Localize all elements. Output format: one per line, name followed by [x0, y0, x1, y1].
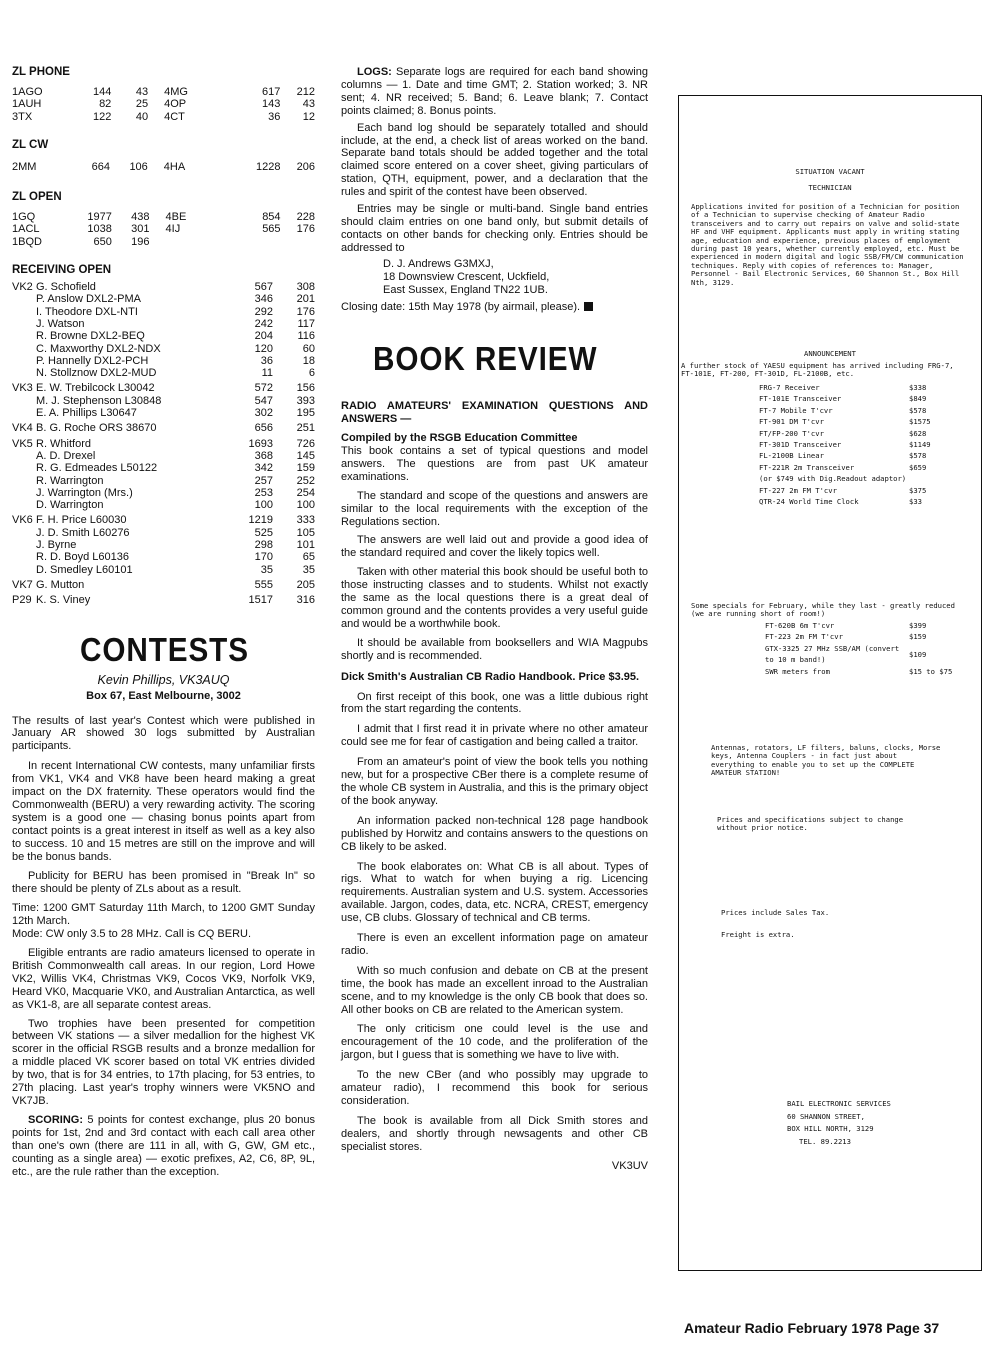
table-cell: 82: [99, 98, 112, 111]
table-cell: N. Stollznow DXL2-MUD: [36, 367, 157, 380]
table-row: [12, 211, 315, 223]
table-cell: 1ACL: [12, 223, 40, 236]
price-row: [759, 473, 969, 484]
review-paragraph: On first receipt of this book, one was a little dubious right from the start regarding the contents.: [341, 690, 648, 716]
table-cell: 201: [296, 293, 315, 306]
table-cell: 1038: [87, 223, 112, 236]
logs-label: LOGS:: [357, 66, 392, 78]
table-cell: D. Warrington: [36, 499, 104, 512]
table-cell: [12, 343, 36, 355]
table-row: [12, 318, 315, 330]
price-item: (or $749 with Dig.Readout adaptor): [759, 474, 907, 484]
table-cell: 4BE: [165, 211, 187, 224]
contests-paragraph: Eligible entrants are radio amateurs licensed to operate in British Commonwealth call areas. In our region, Lord Howe VK2, Willis VK4, Christmas VK9, Cocos VK9, Norfolk VK9, Heard VK0, Macquarie VK0, and Australian Antarctica, as well as VK1-8, are all separate contest areas.: [12, 947, 315, 1011]
contests-paragraph: Publicity for BERU has been promised in "Break In" so there should be plenty of ZLs about as a result.: [12, 870, 315, 896]
table-cell: VK6: [12, 514, 33, 527]
table-row: [12, 511, 315, 526]
price-table: [765, 620, 969, 677]
table-row: [12, 527, 315, 539]
table-cell: [12, 306, 36, 318]
table-cell: 333: [296, 514, 315, 527]
table-cell: 6: [308, 367, 315, 380]
table-cell: G. Mutton: [36, 578, 85, 591]
price-item: FT-227 2m FM T'cvr: [759, 485, 837, 495]
table-row: [12, 450, 315, 462]
table-cell: 368: [254, 449, 273, 462]
table-cell: 170: [254, 551, 273, 564]
closing-date: [341, 301, 648, 314]
table-cell: 617: [262, 86, 281, 98]
table-cell: 302: [254, 407, 273, 420]
table-cell: 257: [254, 474, 273, 487]
table-cell: 572: [254, 382, 273, 395]
table-cell: 205: [296, 578, 315, 591]
price-row: [759, 439, 969, 450]
review-paragraph: There is even an excellent information page on amateur radio.: [341, 932, 648, 957]
price-row: [765, 631, 969, 642]
price-item: FT-620B 6m T'cvr: [765, 621, 835, 630]
price-item: FT-223 2m FM T'cvr: [765, 632, 843, 642]
table-cell: 1517: [248, 594, 273, 607]
prices-change: Prices and specifications subject to change without prior notice.: [717, 815, 904, 833]
situation-sub: TECHNICIAN: [808, 183, 852, 192]
table-cell: [12, 475, 36, 487]
table-cell: [236, 236, 280, 248]
table-cell: VK3: [12, 382, 33, 395]
contests-paragraph: Two trophies have been presented for competition between VK stations — a silver medallion for the highest VK scorer in the official RSGB results and a bronze medallion for a middle placed VK scorer based on total VK entries divided by two, that is for 34 entries, to 17th placing, for 53 entries, to 27th placing. Last year's trophy winners were VK5NO and VK7JB.: [12, 1017, 315, 1107]
table-cell: 122: [92, 110, 112, 123]
table-cell: 120: [254, 342, 273, 355]
price-value: $1575: [909, 417, 931, 427]
logs-text: Separate logs are required for each band showing columns — 1. Date and time GMT; 2. Station worked; 3. NR sent; 4. NR received; 5. Band; 6. Leave blank; 7. Contact points claimed; 8. Bonus points.: [341, 66, 648, 117]
table-cell: 35: [302, 563, 315, 576]
table-cell: 101: [296, 539, 315, 552]
contests-heading: CONTESTS: [80, 630, 249, 668]
table-row: [12, 306, 315, 318]
zl-open-heading: ZL OPEN: [12, 191, 62, 204]
price-value: $159: [909, 632, 927, 642]
table-cell: 1BQD: [12, 235, 42, 248]
table-cell: 106: [129, 160, 148, 173]
table-row: [12, 330, 315, 342]
table-row: [12, 576, 315, 591]
table-cell: [12, 355, 36, 367]
price-value: $399: [909, 621, 927, 630]
table-cell: [12, 527, 36, 539]
address-line: D. J. Andrews G3MXJ,: [383, 257, 494, 270]
price-value: [909, 473, 969, 484]
table-cell: R. G. Edmeades L50122: [36, 462, 158, 475]
table-cell: 176: [296, 223, 315, 236]
table-cell: D. Smedley L60101: [36, 563, 133, 576]
review-paragraph: The book elaborates on: What CB is all about. Types of rigs. What to watch for when buying a rig. Licencing requirements. Australian system and U.S. system. Accessories available. Jargon, codes, data, etc. NCRA, CREST, emergency use, CB clubs. Glossary of technical and CB terms.: [341, 860, 648, 925]
price-item: FT-7 Mobile T'cvr: [759, 405, 833, 415]
address-line: East Sussex, England TN22 1UB.: [383, 283, 548, 296]
table-row: [12, 379, 315, 394]
table-cell: 1693: [248, 437, 273, 450]
table-cell: 342: [254, 462, 273, 475]
review-paragraph: To the new CBer (and who possibly may upgrade to amateur radio), I recommend this book for serious consideration.: [341, 1069, 648, 1107]
logs-address: [383, 258, 648, 297]
table-cell: 4HA: [163, 160, 186, 173]
table-cell: 664: [91, 160, 111, 173]
table-cell: 117: [297, 317, 315, 330]
table-cell: [12, 395, 36, 407]
table-cell: [281, 236, 315, 248]
table-cell: [12, 367, 36, 379]
table-cell: 567: [254, 281, 273, 294]
table-cell: 176: [296, 305, 315, 318]
price-item: GTX-3325 27 MHz SSB/AM (convert to 10 m band!): [765, 643, 900, 665]
table-cell: 4MG: [164, 86, 188, 98]
table-cell: 145: [296, 449, 315, 462]
table-cell: M. J. Stephenson L30848: [36, 394, 162, 407]
table-cell: 346: [254, 293, 273, 306]
review-paragraph: The book is available from all Dick Smith stores and dealers, and shortly through newsagents and other CB specialist stores.: [341, 1114, 648, 1153]
price-row: [765, 643, 969, 666]
zl-cw-table: [12, 161, 315, 173]
table-cell: [12, 551, 36, 563]
table-cell: A. D. Drexel: [36, 449, 96, 462]
price-item: FT-221R 2m Transceiver: [759, 462, 855, 472]
table-cell: 308: [296, 281, 315, 294]
table-cell: 547: [254, 394, 273, 407]
price-row: [765, 620, 969, 631]
table-cell: 253: [254, 486, 273, 499]
review-paragraph: It should be available from booksellers and WIA Magpubs shortly and is recommended.: [341, 636, 648, 662]
table-row: [12, 98, 315, 110]
table-cell: 2MM: [12, 160, 37, 173]
sales-tax: Prices include Sales Tax.: [721, 908, 830, 917]
review-paragraph: The standard and scope of the questions and answers are similar to the local requirements with the exception of the Regulations section.: [341, 489, 648, 528]
price-table: [759, 382, 969, 507]
company-line: BAIL ELECTRONIC SERVICES: [787, 1099, 891, 1108]
table-cell: [12, 293, 36, 305]
table-row: [12, 591, 315, 606]
table-cell: B. G. Roche ORS 38670: [36, 422, 157, 435]
price-row: [759, 382, 969, 393]
table-cell: 100: [254, 499, 273, 512]
price-row: [759, 405, 969, 416]
contests-mode: Mode: CW only 3.5 to 28 MHz. Call is CQ BERU.: [12, 928, 252, 941]
table-row: [12, 281, 315, 293]
price-value: $1149: [909, 440, 931, 450]
review-paragraph: An information packed non-technical 128 page handbook published by Horwitz and contains answers to the questions on CB likely to be asked.: [341, 814, 648, 853]
table-cell: [12, 407, 36, 419]
table-row: [12, 487, 315, 499]
table-cell: 196: [131, 235, 150, 248]
table-cell: [12, 318, 36, 330]
zl-phone-table: [12, 86, 315, 123]
table-row: [12, 223, 315, 235]
table-cell: 726: [296, 437, 315, 450]
review-paragraph: This book contains a set of typical questions and model answers. The questions are from past UK amateur examinations.: [341, 445, 648, 483]
receiving-open-heading: RECEIVING OPEN: [12, 264, 112, 277]
contests-scoring: [12, 1114, 315, 1179]
price-item: FT-901 DM T'cvr: [759, 417, 824, 427]
table-cell: 206: [296, 160, 315, 173]
table-cell: 1977: [87, 211, 112, 224]
table-cell: 1GQ: [12, 211, 36, 224]
bail-advertisement: [678, 95, 982, 1271]
table-cell: 143: [262, 98, 281, 111]
price-row: [759, 450, 969, 461]
contests-paragraph: The results of last year's Contest which were published in January AR showed 30 logs submitted by Australian participants.: [12, 714, 315, 753]
table-cell: [12, 539, 36, 551]
price-row: [759, 428, 969, 439]
receiving-open-table: [12, 281, 315, 606]
table-cell: 12: [302, 110, 315, 123]
table-cell: R. D. Boyd L60136: [36, 551, 129, 564]
table-cell: 116: [297, 330, 315, 343]
table-cell: 35: [260, 563, 273, 576]
table-row: [12, 355, 315, 367]
price-value: $659: [909, 462, 927, 472]
review-title-1: RADIO AMATEURS' EXAMINATION QUESTIONS AND ANSWERS —: [341, 400, 648, 426]
table-row: [12, 395, 315, 407]
table-cell: VK2: [12, 281, 33, 294]
price-item: QTR-24 World Time Clock: [759, 497, 859, 507]
company-line: BOX HILL NORTH, 3129: [787, 1124, 874, 1133]
table-cell: 1219: [248, 514, 273, 527]
table-cell: 656: [254, 422, 273, 435]
review-paragraph: With so much confusion and debate on CB at the present time, the book has made an excellent inroad to the Australian scene, and to my knowledge is the only CB book that does so. All other books on CB are related to the American system.: [341, 964, 648, 1016]
table-cell: [12, 462, 36, 474]
table-row: [12, 539, 315, 551]
end-square-icon: [584, 302, 593, 311]
price-value: $849: [909, 394, 927, 404]
table-cell: 1AGO: [12, 86, 43, 98]
price-value: $338: [909, 383, 927, 392]
table-cell: C. Maxworthy DXL2-NDX: [36, 342, 161, 355]
table-cell: 18: [302, 354, 315, 367]
table-cell: 3TX: [12, 110, 33, 123]
announcement-text: A further stock of YAESU equipment has arrived including FRG-7, FT-101E, FT-200, FT-301D, FL-2100B, etc.: [681, 361, 954, 379]
table-cell: 555: [254, 578, 273, 591]
table-cell: R. Whitford: [36, 437, 92, 450]
company-line: TEL. 89.2213: [799, 1136, 851, 1146]
table-cell: 251: [296, 422, 315, 435]
situation-title: SITUATION VACANT: [795, 167, 865, 176]
table-cell: E. A. Phillips L30647: [36, 407, 137, 420]
table-row: [12, 551, 315, 563]
price-value: $375: [909, 485, 927, 495]
contests-time: Time: 1200 GMT Saturday 11th March, to 1200 GMT Sunday 12th March.: [12, 902, 315, 928]
table-row: [12, 367, 315, 379]
table-cell: I. Theodore DXL-NTI: [36, 305, 138, 318]
table-cell: VK7: [12, 578, 33, 591]
review-paragraph: From an amateur's point of view the book tells you nothing new, but for a prospective CBer there is a complete resume of the whole CB system in Australia, and this is the primary object of the book anyway.: [341, 756, 648, 807]
table-row: [12, 161, 315, 173]
table-cell: 525: [254, 526, 273, 539]
antennas-text: Antennas, rotators, LF filters, baluns, clocks, Morse keys, Antenna Couplers - in fact just about everything to enable you to set up the COMPLETE AMATEUR STATION!: [711, 743, 941, 778]
table-row: [12, 475, 315, 487]
table-row: [12, 293, 315, 305]
table-row: [12, 86, 315, 98]
announcement-title: ANNOUNCEMENT: [804, 349, 856, 358]
table-cell: 25: [135, 98, 149, 111]
table-cell: [12, 564, 36, 576]
review-body-2: [341, 691, 648, 1154]
price-item: FL-2100B Linear: [759, 451, 824, 461]
price-row: [759, 462, 969, 473]
table-cell: J. Watson: [36, 317, 85, 330]
book-review-heading: BOOK REVIEW: [373, 340, 598, 378]
column-middle: [341, 66, 648, 1173]
table-cell: 43: [302, 98, 315, 111]
price-item: FT-301D Transceiver: [759, 440, 842, 450]
table-cell: 854: [262, 211, 281, 224]
table-cell: G. Schofield: [36, 281, 96, 294]
review-paragraph: I admit that I first read it in private where no other amateur could see me for fear of castigation and being called a traitor.: [341, 723, 648, 749]
table-cell: 298: [254, 539, 273, 552]
price-list: [759, 382, 969, 507]
table-row: [12, 462, 315, 474]
table-cell: 36: [268, 110, 281, 123]
zl-phone-heading: ZL PHONE: [12, 66, 70, 78]
table-cell: 159: [296, 462, 315, 475]
table-cell: 100: [296, 499, 315, 512]
logs-paragraph-3: Entries may be single or multi-band. Single band entries should claim entries on one band only, but submit details of contacts on other bands for checking only. Entries should be addressed to: [341, 203, 648, 254]
table-cell: J. Byrne: [36, 539, 77, 552]
price-row: [759, 416, 969, 427]
table-cell: 393: [296, 394, 315, 407]
table-cell: R. Warrington: [36, 474, 104, 487]
table-cell: 4CT: [164, 110, 185, 123]
review-paragraph: The only criticism one could level is the use and encouragement of the 10 code, and the proliferation of the jargon, but I guess that is something we have to live with.: [341, 1023, 648, 1062]
scoring-text: 5 points for contest exchange, plus 20 bonus points for 1st, 2nd and 3rd contact with each call area other than one's own (there are 111 in all, with G, GW, GM etc., counting as a single area) — exotic prefixes, A2, C6, 8P, 9L, etc., are the rule rather than the exception.: [12, 1113, 315, 1178]
table-cell: 212: [296, 86, 315, 98]
table-cell: 4OP: [164, 98, 187, 111]
price-row: [759, 393, 969, 404]
table-cell: 65: [302, 551, 315, 564]
table-cell: 36: [260, 354, 273, 367]
table-cell: 242: [254, 317, 273, 330]
table-cell: VK4: [12, 422, 33, 435]
closing-text: Closing date: 15th May 1978 (by airmail, please).: [341, 301, 581, 314]
logs-paragraph: [341, 66, 648, 118]
freight: Freight is extra.: [721, 930, 795, 939]
table-cell: 228: [296, 211, 315, 224]
table-cell: 316: [296, 594, 315, 607]
zl-open-table: [12, 211, 315, 248]
review-paragraph: Taken with other material this book should be useful both to those instructing classes and to students. Whilst not exactly the same as the local questions there is a great deal of common ground and the contents provides a very useful guide and would be a worthwhile book.: [341, 566, 648, 630]
table-cell: [12, 450, 36, 462]
review-signoff: VK3UV: [611, 1159, 648, 1172]
table-cell: 144: [92, 86, 112, 98]
column-right: [678, 95, 982, 1271]
price-value: $578: [909, 405, 927, 415]
price-value: $109: [909, 649, 927, 659]
table-cell: [12, 499, 36, 511]
table-cell: 1AUH: [12, 98, 42, 111]
price-item: FT/FP-200 T'cvr: [759, 428, 824, 438]
contests-address: Box 67, East Melbourne, 3002: [86, 689, 241, 702]
table-row: [12, 499, 315, 511]
logs-paragraph-2: Each band log should be separately totalled and should include, at the end, a check list of areas worked on the band. Separate band totals should be added together and the total claimed score entered on a cover sheet, giving particulars of station, QTH, equipment, power, and a declaration that the rules and spirit of the contest have been observed.: [341, 121, 648, 199]
table-cell: [150, 236, 237, 248]
table-cell: 40: [135, 110, 149, 123]
price-item: FRG-7 Receiver: [759, 383, 820, 392]
price-row: [765, 666, 969, 677]
table-row: [12, 435, 315, 450]
company-address: [787, 1098, 969, 1148]
table-row: [12, 407, 315, 419]
table-cell: P29: [12, 594, 32, 607]
table-cell: 43: [135, 86, 149, 98]
table-cell: 60: [302, 342, 315, 355]
table-cell: 105: [296, 526, 315, 539]
review-paragraph: The answers are well laid out and provide a good idea of the standard required and cover the likely topics well.: [341, 534, 648, 560]
table-row: [12, 564, 315, 576]
table-cell: 301: [131, 223, 150, 236]
contests-section: [12, 631, 315, 1179]
table-cell: K. S. Viney: [36, 594, 91, 607]
table-cell: 254: [296, 486, 315, 499]
table-row: [12, 343, 315, 355]
table-cell: F. H. Price L60030: [36, 514, 127, 527]
page-footer: Amateur Radio February 1978 Page 37: [684, 1320, 940, 1336]
table-cell: 156: [296, 382, 315, 395]
price-value: $15 to $75: [909, 666, 953, 676]
table-cell: 4IJ: [165, 223, 181, 236]
table-cell: 438: [131, 211, 150, 224]
table-cell: P. Anslow DXL2-PMA: [36, 293, 141, 306]
specials-list: [765, 620, 969, 677]
table-cell: 11: [261, 367, 273, 380]
table-cell: 252: [296, 474, 315, 487]
price-value: $33: [909, 497, 922, 507]
contests-paragraph: In recent International CW contests, many unfamiliar firsts from VK1, VK4 and VK8 have been heard making a great impact on the DX fraternity. These operators would find the Commonwealth (BERU) a very rewarding activity. The scoring system is a good one — chasing bonus points apart from contact points is a great interest in itself as well as a key also to success. 10 and 15 metres are still on the improve and will be the bonus bands.: [12, 760, 315, 863]
specials-text: Some specials for February, while they last - greatly reduced (we are running short of room!): [691, 601, 955, 619]
table-cell: 292: [254, 305, 273, 318]
table-cell: [12, 487, 36, 499]
price-row: [759, 496, 969, 507]
table-cell: J. Warrington (Mrs.): [36, 486, 133, 499]
table-row: [12, 419, 315, 434]
table-cell: VK5: [12, 437, 33, 450]
table-cell: [12, 330, 36, 342]
situation-text: Applications invited for position of a Technician for position of a Technician to supervise checking of Amateur Radio transceivers and to carry out repairs on valve and solid-state HF and VHF equipment. Applicants must apply in writing stating age, education and experience, previous places of employment during past 10 years, whether currently employed, etc. Must be experienced in modern digital and logic SSB/FM/CW communication techniques. Reply with copies of references to: Manager, Personnel - Bail Electronic Services, 60 Shannon St., Box Hill Nth, 3129.: [691, 202, 964, 287]
address-line: 18 Downsview Crescent, Uckfield,: [383, 270, 550, 283]
price-item: FT-101E Transceiver: [759, 394, 842, 404]
table-cell: R. Browne DXL2-BEQ: [36, 330, 145, 343]
review-title-2: Dick Smith's Australian CB Radio Handbook. Price $3.95.: [341, 670, 640, 683]
price-value: $578: [909, 451, 927, 461]
table-cell: 195: [296, 407, 315, 420]
company-line: 60 SHANNON STREET,: [787, 1111, 865, 1121]
table-cell: 1228: [255, 160, 281, 173]
table-cell: 650: [93, 235, 112, 248]
price-value: $628: [909, 428, 927, 438]
scoring-label: SCORING:: [28, 1113, 83, 1126]
table-row: [12, 111, 315, 123]
table-cell: 204: [254, 330, 273, 343]
table-cell: 565: [262, 223, 281, 236]
zl-cw-heading: ZL CW: [12, 138, 49, 151]
table-cell: J. D. Smith L60276: [36, 526, 130, 539]
review-compiled: Compiled by the RSGB Education Committee: [341, 432, 578, 445]
table-row: [12, 236, 315, 248]
price-item: SWR meters from: [765, 666, 830, 676]
contests-author: Kevin Phillips, VK3AUQ: [97, 672, 230, 687]
table-cell: P. Hannelly DXL2-PCH: [36, 354, 149, 367]
table-cell: E. W. Trebilcock L30042: [36, 382, 155, 395]
column-left: [12, 66, 315, 1178]
price-row: [759, 485, 969, 496]
